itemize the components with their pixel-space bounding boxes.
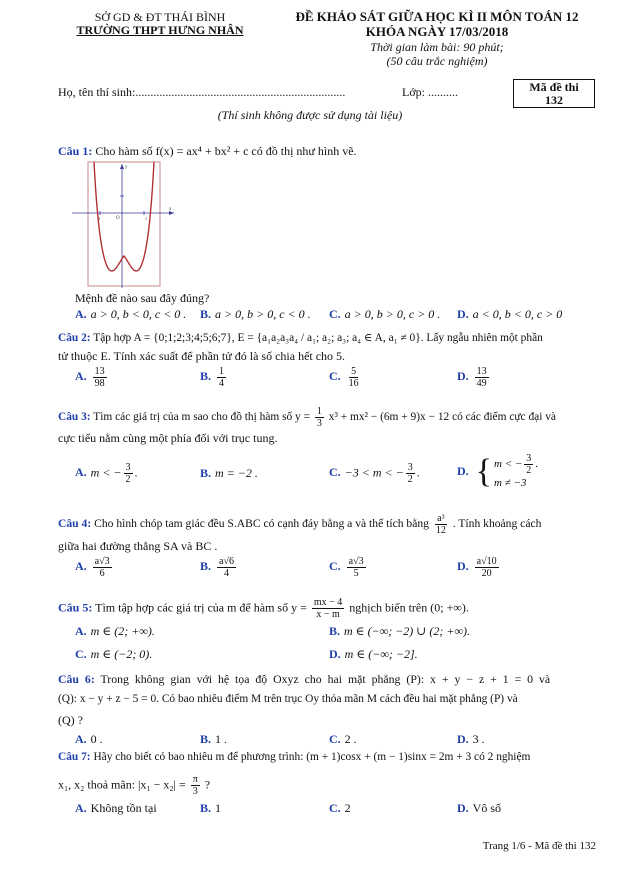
school-name: TRƯỜNG THPT HƯNG NHÂN [76, 23, 244, 37]
q6-option-c[interactable]: C. 2 . [329, 732, 357, 746]
q6-stem [58, 672, 550, 687]
q2-option-d[interactable]: D. $\frac{13}{49}$ [457, 366, 487, 389]
q5-option-d[interactable]: D. m ∈ (−∞; −2]. [329, 647, 418, 661]
q6-option-b[interactable]: B. 1 . [200, 732, 228, 746]
q7-label: Câu 7: [58, 751, 91, 763]
q5-stem: Câu 5: Tìm tập hợp các giá trị của m để hàm số y = $\frac{mx - 4}{x - m}$ nghịch biến trên (0; +∞). [58, 597, 469, 620]
exam-note: (Thí sinh không được sử dụng tài liệu) [217, 108, 403, 122]
q4-option-c[interactable]: C. $\frac{a√3}{5}$ [329, 556, 364, 579]
q4-text-a: Cho hình chóp tam giác đều S.ABC có cạnh đáy bằng a và thể tích bằng [94, 517, 429, 531]
exam-code-box [513, 79, 595, 108]
class-field: Lớp: .......... [402, 85, 459, 99]
q3-text-b: x³ + mx² − (6m + 9)x − 12 có các điểm cực đại và [328, 411, 556, 424]
q7-option-d[interactable]: D. Vô số [457, 801, 502, 815]
exam-code-value: 132 [545, 93, 563, 107]
page-footer: Trang 1/6 - Mã đề thi 132 [482, 840, 596, 852]
q7-option-b[interactable]: B. 1 [200, 801, 222, 815]
q2-text: Tập hợp A = {0;1;2;3;4;5;6;7}, E = {a₁a₂a₃a₄ / a₁; a₂; a₃; a₄ ∈ A, a₁ ≠ 0}. Lấy ngẫu nhiên một phần [93, 332, 543, 344]
q3-option-c[interactable]: C. −3 < m < − $\frac{3}{2}$ . [329, 462, 420, 485]
graph-y-label: y [125, 165, 128, 170]
q1-stem [58, 144, 357, 159]
dept-name: SỞ GD & ĐT THÁI BÌNH [94, 10, 226, 24]
q2-option-c[interactable]: C. $\frac{5}{16}$ [329, 366, 359, 389]
q5-text-b: nghịch biến trên (0; +∞). [349, 600, 469, 615]
q3-text-a: Tìm các giá trị của m sao cho đồ thị hàm số y = [93, 411, 311, 424]
q3-option-d[interactable]: D. { m < − $\frac{3}{2}$ . m ≠ −3 [457, 453, 539, 490]
q1-option-d[interactable]: D. a < 0, b < 0, c > 0 [457, 307, 563, 321]
graph-origin: O [116, 216, 120, 221]
q3-option-b[interactable]: B. m = −2 . [200, 466, 258, 480]
q3-option-a[interactable]: A. m < − $\frac{3}{2}$ . [75, 462, 138, 485]
q4-label: Câu 4: [58, 517, 92, 531]
q1-text: Cho hàm số f(x) = ax⁴ + bx² + c có đồ thị như hình vẽ. [95, 144, 357, 158]
q4-option-b[interactable]: B. $\frac{a√6}{4}$ [200, 556, 234, 579]
q4-option-a[interactable]: A. $\frac{a√3}{6}$ [75, 556, 110, 579]
q4-stem-cont: giữa hai đường thẳng SA và BC . [58, 539, 218, 553]
graph-tick-neg: -1 [97, 216, 101, 221]
q6-label: Câu 6: [58, 672, 95, 686]
q2-option-b[interactable]: B. $\frac{1}{4}$ [200, 366, 225, 389]
y-axis-arrow [120, 164, 124, 169]
q7-stem-cont: x₁, x₂ thoả mãn: |x₁ − x₂| = $\frac{\pi}{3}$ ? [58, 774, 211, 797]
q6-stem-cont2: (Q) ? [58, 713, 83, 727]
q7-stem [58, 751, 530, 763]
exam-title: ĐỀ KHẢO SÁT GIỮA HỌC KÌ II MÔN TOÁN 12 [295, 9, 579, 24]
question-count: (50 câu trắc nghiệm) [386, 54, 488, 68]
q5-text-a: Tìm tập hợp các giá trị của m để hàm số y = [95, 600, 307, 615]
student-name-field: Họ, tên thí sinh:...................................................................... [58, 85, 346, 99]
q7-option-c[interactable]: C. 2 [329, 801, 351, 815]
q7-option-a[interactable]: A. Không tồn tại [75, 801, 157, 815]
graph-tick-one: 1 [145, 216, 147, 221]
q1-label: Câu 1: [58, 144, 93, 158]
q1-option-b[interactable]: B. a > 0, b > 0, c < 0 . [200, 307, 311, 321]
q2-stem [58, 330, 543, 344]
exam-date: KHÓA NGÀY 17/03/2018 [365, 24, 509, 39]
q3-stem: Câu 3: Tìm các giá trị của m sao cho đồ thị hàm số y = $\frac{1}{3}$ x³ + mx² − (6m + 9)x − 12 có các điểm cực đại và [58, 406, 556, 429]
q6-option-d[interactable]: D. 3 . [457, 732, 485, 746]
q4-option-d[interactable]: D. $\frac{a√10}{20}$ [457, 556, 497, 579]
q3-label: Câu 3: [58, 411, 91, 424]
q2-stem-cont: tử thuộc E. Tính xác suất để phần tử đó là số chia hết cho 5. [58, 349, 346, 363]
q1-option-c[interactable]: C. a > 0, b > 0, c > 0 . [329, 307, 441, 321]
q5-option-c[interactable]: C. m ∈ (−2; 0). [75, 647, 153, 661]
q5-option-a[interactable]: A. m ∈ (2; +∞). [75, 624, 155, 638]
q6-option-a[interactable]: A. 0 . [75, 732, 103, 746]
graph-x-label: x [169, 207, 172, 212]
q7-text: Hãy cho biết có bao nhiêu m để phương trình: (m + 1)cosx + (m − 1)sinx = 2m + 3 có 2 nghiệm [93, 751, 531, 763]
q1-function-graph [70, 160, 180, 290]
exam-duration: Thời gian làm bài: 90 phút; [370, 40, 504, 54]
q1-prompt: Mệnh đề nào sau đây đúng? [75, 291, 210, 305]
q6-text: Trong không gian với hệ tọa độ Oxyz cho hai mặt phẳng (P): x + y − z + 1 = 0 và [100, 672, 551, 686]
q1-option-a[interactable]: A. a > 0, b < 0, c < 0 . [75, 307, 187, 321]
q2-label: Câu 2: [58, 332, 91, 344]
q4-stem: Câu 4: Cho hình chóp tam giác đều S.ABC có cạnh đáy bằng a và thể tích bằng $\frac{\text{a³}}{12}$ . Tính khoảng cách [58, 513, 542, 536]
q6-stem-cont: (Q): x − y + z − 5 = 0. Có bao nhiêu điểm M trên trục Oy thỏa mãn M cách đều hai mặt phẳng (P) và [58, 693, 518, 705]
q3-stem-cont: cực tiểu nằm cùng một phía đối với trục tung. [58, 431, 278, 445]
q2-option-a[interactable]: A. $\frac{13}{98}$ [75, 366, 105, 389]
q5-label: Câu 5: [58, 600, 93, 615]
q4-text-b: . Tính khoảng cách [452, 517, 542, 531]
exam-code-label: Mã đề thi [529, 80, 579, 94]
q5-option-b[interactable]: B. m ∈ (−∞; −2) ∪ (2; +∞). [329, 624, 470, 638]
